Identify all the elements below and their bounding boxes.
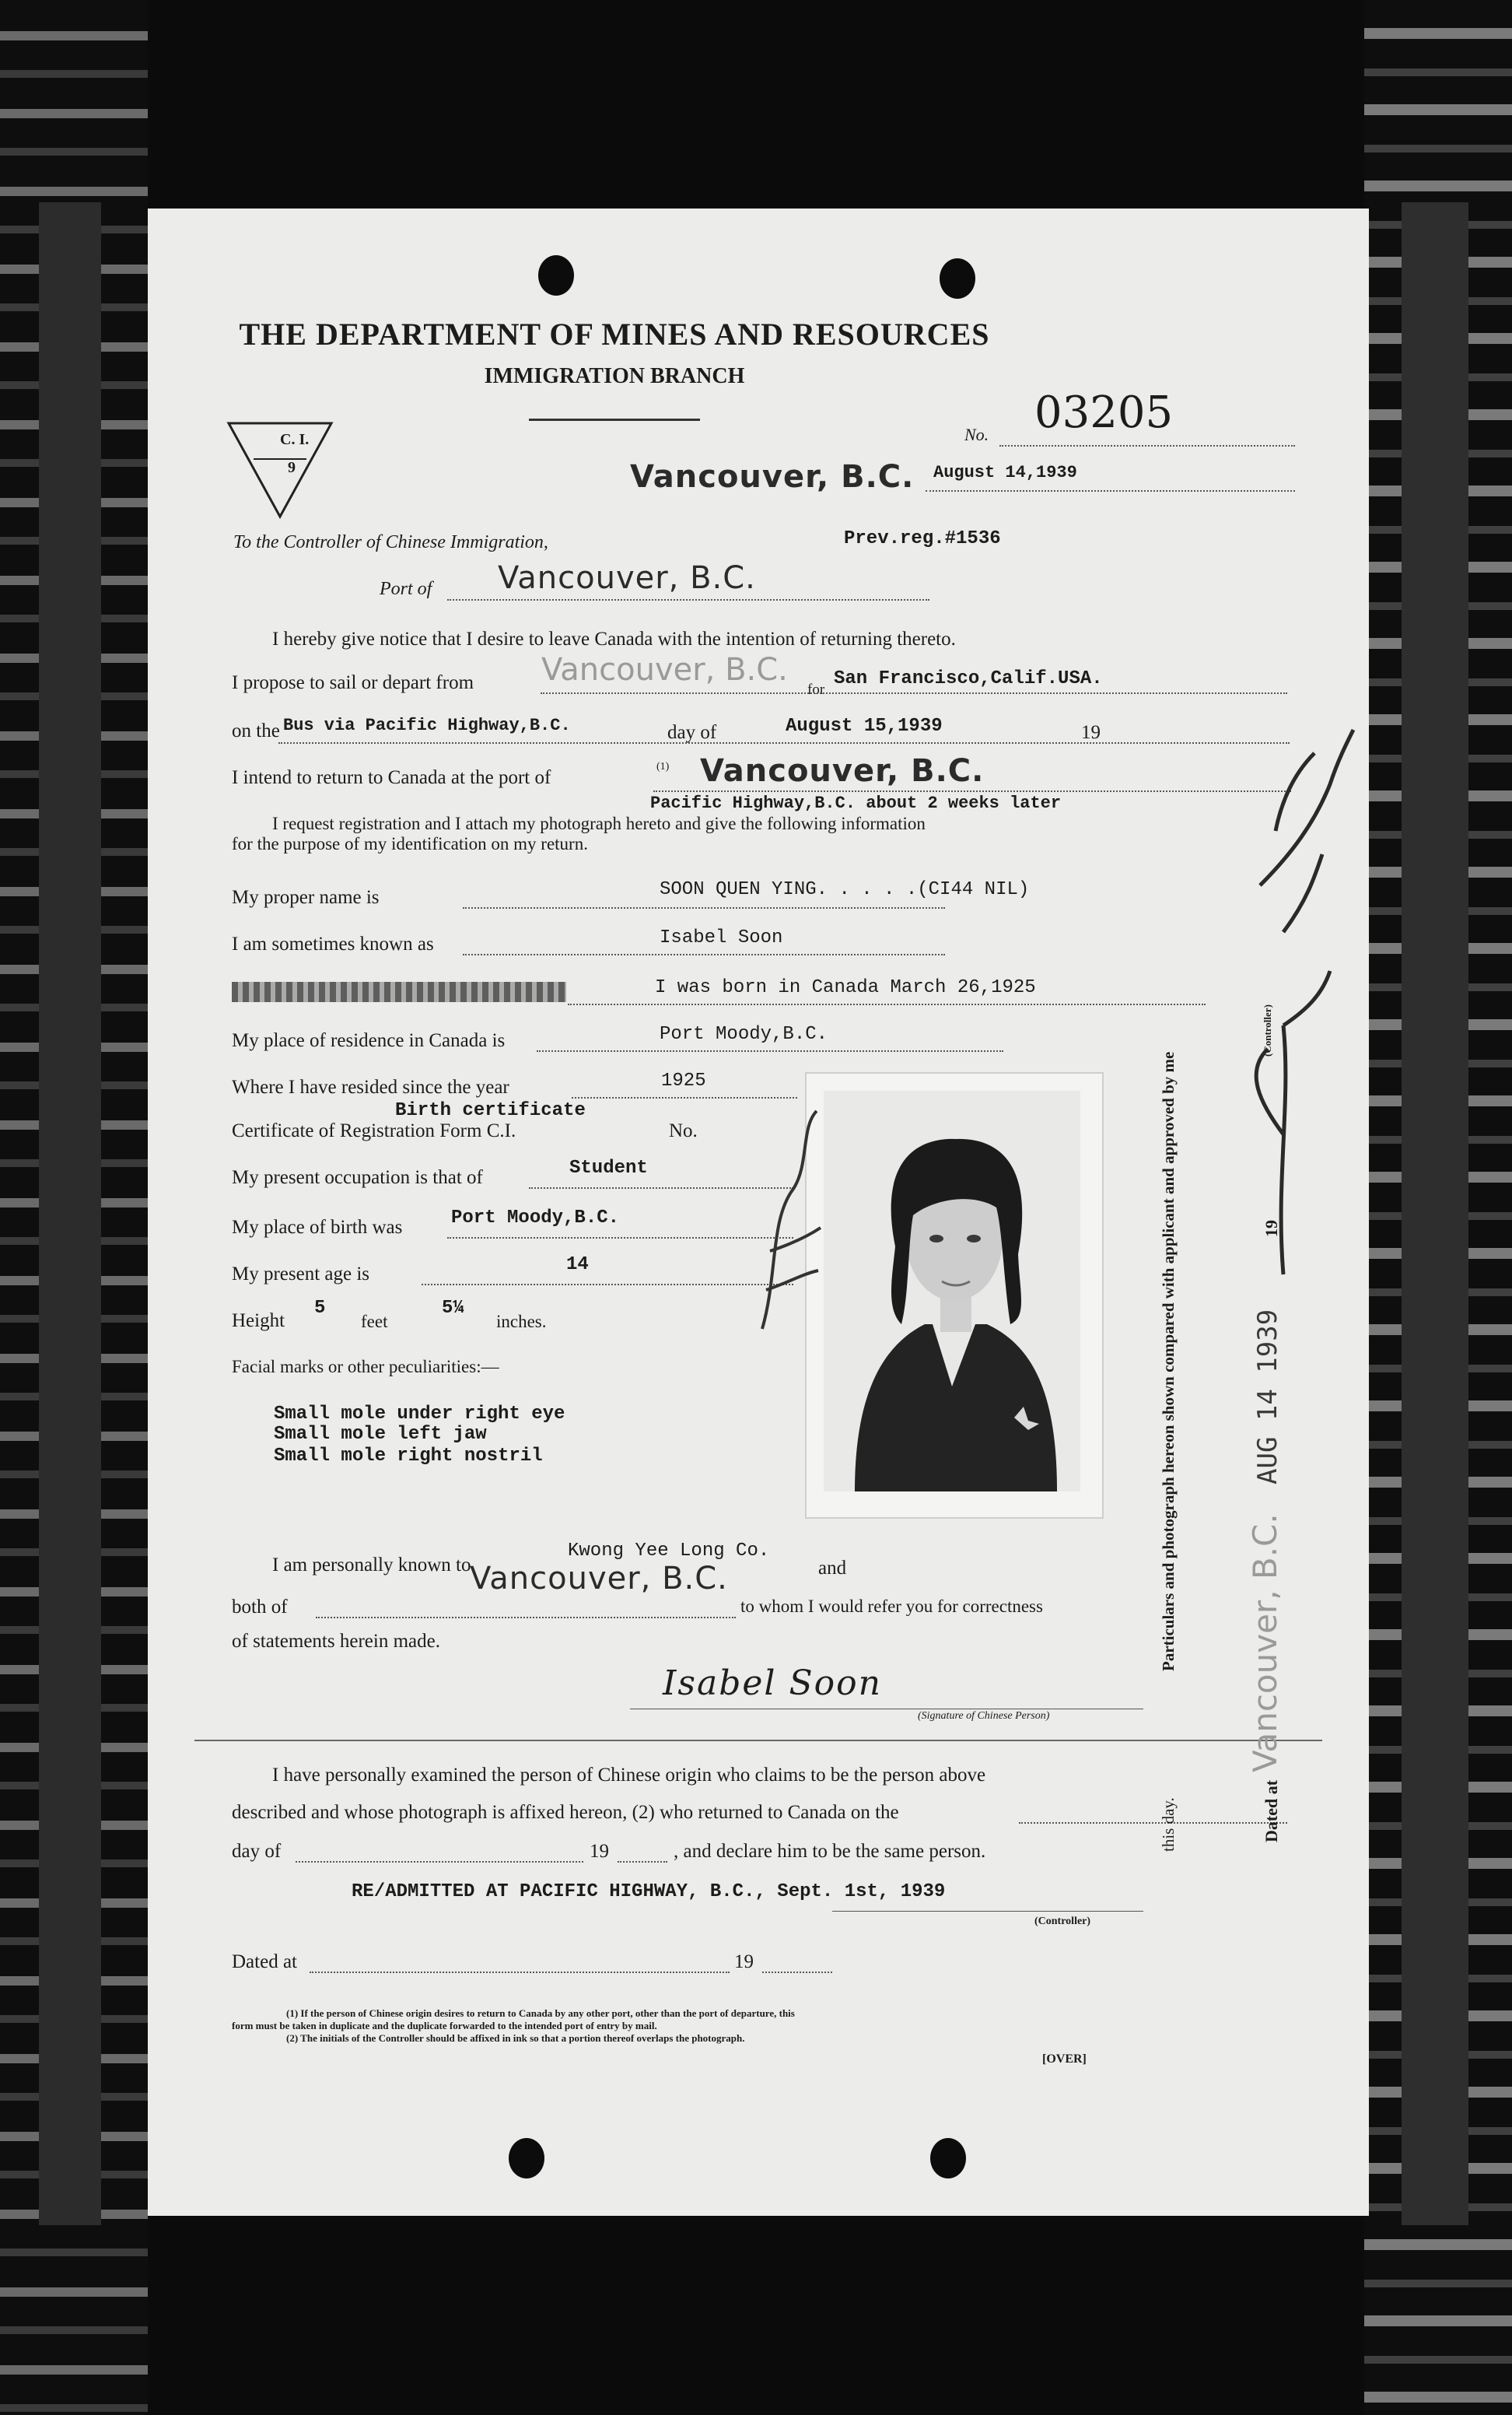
footnote-1-mark: (1) xyxy=(656,761,670,773)
proper-name: SOON QUEN YING. . . . .(CI44 NIL) xyxy=(660,879,1030,900)
height-feet: 5 xyxy=(314,1298,326,1319)
day-of-label: day of xyxy=(667,722,717,743)
occupation: Student xyxy=(569,1158,648,1179)
over-marker: [OVER] xyxy=(1042,2052,1087,2066)
side-place-stamp: Vancouver, B.C. xyxy=(1246,1513,1284,1772)
controller-caption: (Controller) xyxy=(1034,1916,1091,1927)
known-to: Kwong Yee Long Co. xyxy=(568,1540,770,1562)
port-value: Vancouver, B.C. xyxy=(498,560,756,596)
sail-to: San Francisco,Calif.USA. xyxy=(834,668,1103,689)
struck-out-text xyxy=(232,982,566,1002)
exam-line-2: described and whose photograph is affixed hereon, (2) who returned to Canada on the xyxy=(232,1802,899,1823)
side-particulars: Particulars and photograph hereon shown compared with applicant and approved by me xyxy=(1159,1051,1178,1671)
return-label: I intend to return to Canada at the port of xyxy=(232,767,551,788)
request-line-2: for the purpose of my identification on my return. xyxy=(232,834,588,853)
sail-from: Vancouver, B.C. xyxy=(541,652,788,688)
side-this-day: this day. xyxy=(1159,1797,1178,1852)
known-to-label: I am personally known to xyxy=(272,1555,471,1576)
document-title: THE DEPARTMENT OF MINES AND RESOURCES xyxy=(239,317,990,352)
exam-declare: , and declare him to be the same person. xyxy=(674,1841,986,1862)
number-label: No. xyxy=(964,425,989,444)
height-inches: 5¼ xyxy=(442,1298,464,1319)
on-the-label: on the xyxy=(232,720,280,741)
form-code-bottom: 9 xyxy=(288,459,296,476)
header-date: August 14,1939 xyxy=(933,463,1077,482)
age: 14 xyxy=(566,1254,589,1275)
film-strip-right xyxy=(1364,0,1512,2415)
signature-caption: (Signature of Chinese Person) xyxy=(918,1710,1050,1722)
known-as: Isabel Soon xyxy=(660,927,783,948)
age-label: My present age is xyxy=(232,1264,370,1285)
for-label: for xyxy=(807,682,825,698)
dated-19: 19 xyxy=(734,1951,754,1972)
document-number: 03205 xyxy=(1034,387,1174,438)
sail-label: I propose to sail or depart from xyxy=(232,672,474,693)
to-controller-line: To the Controller of Chinese Immigration, xyxy=(233,532,548,552)
certificate-no-label: No. xyxy=(669,1120,698,1141)
footnote-1a: (1) If the person of Chinese origin desires to return to Canada by any other port, other than the port of departure, this xyxy=(286,2007,795,2019)
mark-item: Small mole under right eye xyxy=(274,1404,565,1425)
occupation-label: My present occupation is that of xyxy=(232,1167,483,1188)
statements-label: of statements herein made. xyxy=(232,1631,440,1652)
birthplace-label: My place of birth was xyxy=(232,1217,403,1238)
and-label: and xyxy=(818,1558,847,1579)
applicant-photograph xyxy=(805,1072,1104,1519)
since-year: 1925 xyxy=(661,1071,706,1092)
proper-name-label: My proper name is xyxy=(232,887,380,908)
residence-label: My place of residence in Canada is xyxy=(232,1030,506,1051)
born-statement: I was born in Canada March 26,1925 xyxy=(655,977,1036,998)
mark-item: Small mole left jaw xyxy=(274,1424,487,1445)
inches-label: inches. xyxy=(496,1312,547,1331)
exam-line-1: I have personally examined the person of Chinese origin who claims to be the person above xyxy=(272,1765,986,1786)
side-19: 19 xyxy=(1262,1220,1281,1237)
travel-via: Bus via Pacific Highway,B.C. xyxy=(283,716,571,735)
dated-at-label: Dated at xyxy=(232,1951,297,1972)
prev-reg: Prev.reg.#1536 xyxy=(844,528,1001,549)
depart-date: August 15,1939 xyxy=(786,716,943,737)
film-strip-left xyxy=(0,0,148,2415)
readmitted-stamp: RE/ADMITTED AT PACIFIC HIGHWAY, B.C., Sept. 1st, 1939 xyxy=(352,1881,946,1902)
section-divider xyxy=(194,1740,1322,1741)
port-label: Port of xyxy=(380,579,432,599)
depart-19: 19 xyxy=(1081,722,1101,743)
side-date-stamp: AUG 14 1939 xyxy=(1252,1309,1283,1484)
certificate-label: Certificate of Registration Form C.I. xyxy=(232,1120,516,1141)
height-label: Height xyxy=(232,1310,285,1331)
mark-item: Small mole right nostril xyxy=(274,1446,543,1467)
controller-initials-on-photo xyxy=(747,1095,832,1344)
request-line-1: I request registration and I attach my photograph hereto and give the following information xyxy=(272,814,926,833)
punch-hole xyxy=(538,255,574,296)
footnote-2: (2) The initials of the Controller should be affixed in ink so that a portion thereof overlaps the photograph. xyxy=(286,2032,745,2044)
title-rule xyxy=(529,419,700,421)
exam-19: 19 xyxy=(590,1841,609,1862)
side-dated-at: Dated at xyxy=(1262,1779,1281,1842)
document-subtitle: IMMIGRATION BRANCH xyxy=(484,364,745,388)
form-code-top: C. I. xyxy=(280,431,310,448)
birthplace: Port Moody,B.C. xyxy=(451,1208,620,1229)
notice-text: I hereby give notice that I desire to leave Canada with the intention of returning thereto. xyxy=(272,629,956,650)
punch-hole xyxy=(930,2138,966,2178)
feet-label: feet xyxy=(361,1312,388,1331)
marks-label: Facial marks or other peculiarities:— xyxy=(232,1357,499,1376)
both-of-value: Vancouver, B.C. xyxy=(470,1561,728,1597)
both-of-label: both of xyxy=(232,1597,288,1618)
residence: Port Moody,B.C. xyxy=(660,1024,828,1045)
return-typed: Pacific Highway,B.C. about 2 weeks later xyxy=(650,794,1062,813)
side-controller-caption: (Controller) xyxy=(1262,1004,1273,1057)
since-label: Where I have resided since the year xyxy=(232,1077,509,1098)
punch-hole xyxy=(940,258,975,299)
document-page xyxy=(148,209,1369,2216)
applicant-signature: Isabel Soon xyxy=(663,1663,882,1703)
exam-day-of: day of xyxy=(232,1841,282,1862)
certificate-type: Birth certificate xyxy=(395,1100,586,1121)
place-stamp: Vancouver, B.C. xyxy=(630,459,915,495)
refer-label: to whom I would refer you for correctness xyxy=(740,1597,1043,1616)
controller-initials-side xyxy=(1167,699,1361,1290)
known-as-label: I am sometimes known as xyxy=(232,934,434,955)
punch-hole xyxy=(509,2138,544,2178)
footnote-1b: form must be taken in duplicate and the duplicate forwarded to the intended port of entry by mail. xyxy=(232,2020,657,2031)
return-port: Vancouver, B.C. xyxy=(700,753,985,789)
